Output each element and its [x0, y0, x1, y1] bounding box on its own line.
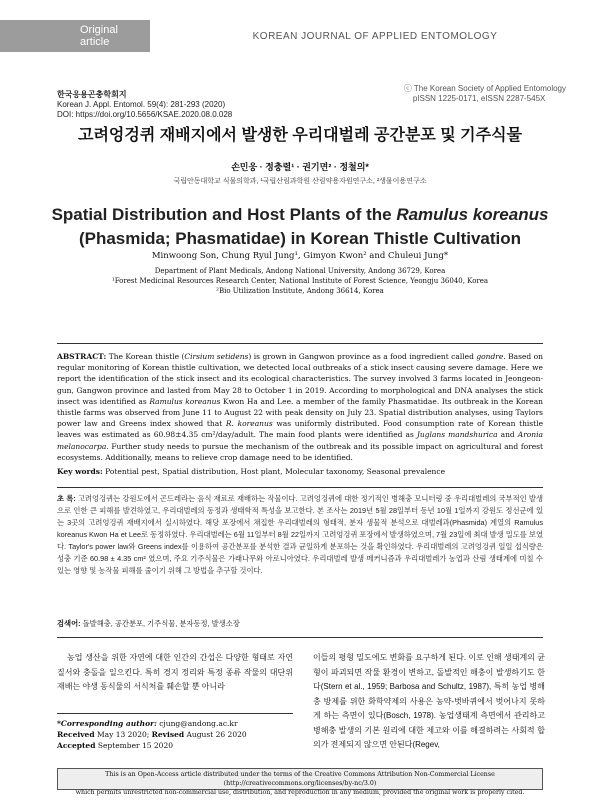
license-line: which permits unrestricted non-commercial use, distribution, and reproduction in any medium, provided the original work is properly cited.	[75, 789, 525, 796]
abstract-text: The Korean thistle (	[106, 352, 185, 361]
divider	[57, 343, 543, 344]
journal-name: KOREAN JOURNAL OF APPLIED ENTOMOLOGY	[252, 30, 498, 42]
corresponding-label: *Corresponding author:	[57, 719, 157, 728]
body-column-left: 농업 생산을 위한 자연에 대한 인간의 간섭은 다양한 형태로 자연 질서와 충돌을 일으킨다. 특히 경지 정리와 특정 종류 작물의 대단위 재배는 야생 동식물의 서식처를 훼손할 뿐 아니라	[57, 653, 293, 691]
abstract-italic: Aronia melanocarpa	[57, 430, 543, 451]
abstract-text: . Based on regular monitoring of Korean thistle cultivation, we detected local outbreaks of a stick insect causing severe damage. Here we report the identification of the stick insect and its ecological characteristics. The survey involved 3 farms located in Jeongeon-gun, Gangwon province and lasted from May 28 to October 1 in 2019. According to morphological and DNA analyses the stick insect was identified as	[57, 352, 543, 406]
abstract-text: was uniformly distributed. Food consumption rate of Korean thistle leaves was estimated as 60.98±4.35 cm²/day/adult. The main food plants were identified as	[57, 419, 544, 440]
keywords-en	[57, 466, 543, 477]
title-en-part2: (Phasmida; Phasmatidae) in Korean Thistle Cultivation	[78, 229, 522, 248]
abstract-label: ABSTRACT:	[57, 352, 107, 361]
abstract-italic: Cirsium setidens	[184, 352, 249, 361]
footnote-divider	[57, 713, 293, 714]
received-label: Received	[57, 730, 95, 739]
authors-en: Minwoong Son, Chung Ryul Jung¹, Gimyon Kwon² and Chuleui Jung*	[151, 251, 449, 261]
keywords-ko-label: 검색어:	[57, 619, 81, 628]
abstract-ko-text: 고려엉겅퀴는 강원도에서 곤드레라는 음식 재료로 재배하는 작물이다. 고려엉겅퀴에 대한 정기적인 병해충 모니터링 중 우리대벌레의 국부적인 발생으로 인한 큰 피해를 발견하였고, 우리대벌레의 동정과 생태학적 특성을 보고한다. 본 조사는 2019년 5월 28일부터 동년 10월 1일까지 강원도 정선군에 있는 3곳의 고려엉겅퀴 재배지에서 실시하였다. 해당 포장에서 채집한 우리대벌레의 형태적, 분자 생물적 분석으로 대벌레과(Phasmida) 계열의 Ramulus koreanus Kwon Ha et Lee로 동정하였다. 우리대벌레는 6월 11일부터 8월 22일까지 고려엉겅퀴 포장에서 발생하였으며, 7월 23일에 최대 발생 밀도를 보였다. Taylor's power law와 Greens index를 이용하여 공간분포를 분석한 결과 균일하게 분포하는 것을 확인하였다. 우리대벌레의 고려엉겅퀴 일일 섭식량은 성충 기준 60.98 ± 4.35 cm² 였으며, 주요 기주식물은 가래나무와 아로니아였다. 우리대벌레 발생 메커니즘과 우리대벌레가 농업과 산림 생태계에 미칠 수 있는 영향 및 농작물 피해를 줄이기 위해 그 방법을 추구할 것이다.	[57, 494, 543, 575]
abstract-ko	[57, 493, 543, 577]
license-box	[57, 768, 543, 796]
correspondence-block	[57, 718, 293, 751]
abstract-italic: Juglans mandshurica	[416, 430, 498, 440]
corresponding-email[interactable]: cjung@andong.ac.kr	[156, 719, 238, 728]
journal-header	[0, 20, 600, 52]
citation-block	[57, 90, 232, 120]
issn: pISSN 1225-0171, eISSN 2287-545X	[412, 94, 546, 103]
abstract-italic: Ramulus koreanus	[149, 396, 221, 406]
authors-ko: 손민웅 · 정충렬¹ · 권기면² · 정철의*	[231, 162, 369, 172]
received-date: May 13 2020;	[94, 730, 152, 739]
abstract-ko-label: 초 록:	[57, 494, 76, 503]
abstract-text: and	[497, 430, 518, 440]
doi-link[interactable]: DOI: https://doi.org/10.5656/KSAE.2020.08.0.028	[57, 110, 233, 119]
accepted-label: Accepted	[57, 741, 96, 750]
abstract-italic: R. koreanus	[225, 419, 273, 429]
divider	[57, 637, 543, 638]
affiliations-ko: 국립안동대학교 식물의학과, ¹국립산림과학원 산림약용자원연구소, ²생물이용연구소	[173, 178, 427, 185]
license-line: This is an Open-Access article distributed under the terms of the Creative Commons Attribution Non-Commercial License (http://creativecommons.org/licenses/by-nc/3.0)	[105, 771, 495, 787]
abstract-en	[57, 351, 543, 463]
keywords-label: Key words:	[57, 467, 103, 476]
revised-date: August 26 2020	[184, 730, 247, 739]
title-en	[40, 203, 560, 251]
citation-ref: Korean J. Appl. Entomol. 59(4): 281-293 (2020)	[57, 100, 226, 109]
abstract-text: Kwon Ha and Lee. a member of the family Phasmatidae. Its outbreak in the Korean thistle farms was observed from June 11 to August 22 with peak density on July 23. Spatial distribution analyses, using Taylors power law and Greens index showed that	[57, 396, 543, 429]
abstract-text: . Further study needs to pursue the mechanism of the outbreak and its possible impact on agricultural and forest ecosystems. Additionally, means to relieve crop damage need to be identified.	[57, 441, 543, 462]
body-column-right: 이들의 평형 밀도에도 변화를 요구하게 된다. 이로 인해 생태계의 균형이 파괴되면 작물 환경이 변하고, 돌발적인 해충이 발생하기도 한다(Stern et al., 1959; Barbosa and Schultz, 1987), 특히 농업 병해충 방제를 위한 화학약제의 사용은 농약-벗바퀴에서 벗어나지 못하게 하는 측면이 있다(Bosch, 1978). 농업생태계 측면에서 관리하고 병해충 발생의 기본 원리에 대한 제고와 이를 해결하려는 사회적 합의가 전제되지 않으면 안된다(Regev,	[313, 653, 545, 749]
revised-label: Revised	[151, 730, 185, 739]
abstract-italic: gondre	[476, 352, 504, 361]
title-en-part1: Spatial Distribution and Host Plants of the	[51, 205, 397, 224]
publisher-block	[404, 84, 566, 104]
abstract-text: ) is grown in Gangwon province as a food ingredient called	[248, 352, 477, 361]
accepted	[57, 740, 293, 751]
affiliation-line: Department of Plant Medicals, Andong National University, Andong 36729, Korea	[154, 267, 446, 275]
keywords-ko-text: 돌발해충, 공간분포, 기주식물, 분자동정, 발생소장	[80, 619, 240, 628]
title-en-species: Ramulus koreanus	[396, 205, 549, 224]
article-type-tab: Original article	[0, 20, 150, 52]
title-ko: 고려엉겅퀴 재배지에서 발생한 우리대벌레 공간분포 및 기주식물	[78, 127, 522, 144]
affiliation-line: ²Bio Utilization Institute, Andong 36614, Korea	[216, 287, 384, 295]
accepted-date: September 15 2020	[95, 741, 174, 750]
keywords-ko	[57, 618, 543, 629]
received-revised	[57, 729, 293, 740]
copyright-notice: ⓒ The Korean Society of Applied Entomology	[403, 84, 566, 93]
affiliation-line: ¹Forest Medicinal Resources Research Center, National Institute of Forest Science, Yeongju 36040, Korea	[111, 277, 489, 285]
keywords-text: Potential pest, Spatial distribution, Host plant, Molecular taxonomy, Seasonal prevalence	[102, 467, 446, 476]
affiliations-en	[50, 266, 550, 296]
journal-title-ko: 한국응용곤충학회지	[57, 90, 127, 99]
corresponding-author	[57, 718, 293, 729]
divider	[57, 487, 543, 488]
